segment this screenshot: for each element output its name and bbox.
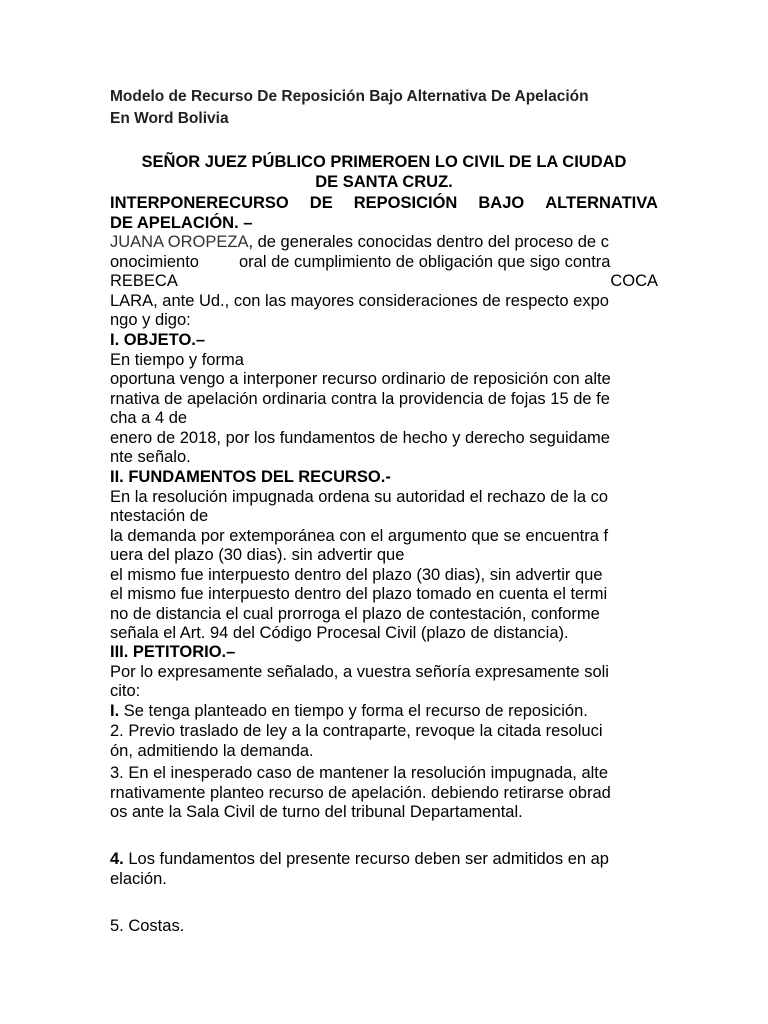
intro-line-3-a: REBECA bbox=[110, 272, 178, 290]
document-title-line-1: Modelo de Recurso De Reposición Bajo Alternativa De Apelación bbox=[110, 88, 589, 105]
intro-line-4: LARA, ante Ud., con las mayores consideraciones de respecto expo bbox=[110, 291, 609, 310]
petitorio-item-5 bbox=[110, 917, 658, 937]
intro-line-1-rest: , de generales conocidas dentro del proceso de c bbox=[248, 233, 609, 251]
petitorio-item-3-line: 3. En el inesperado caso de mantener la resolución impugnada, alte bbox=[110, 764, 609, 782]
petitorio-item-3-line: rnativamente planteo recurso de apelación. debiendo retirarse obrad bbox=[110, 783, 611, 802]
section-fundamentos bbox=[110, 468, 658, 644]
section-fundamentos-line: En la resolución impugnada ordena su autoridad el rechazo de la co bbox=[110, 487, 609, 506]
section-objeto-line: cha a 4 de bbox=[110, 409, 188, 427]
petitorio-item-2-line: 2. Previo traslado de ley a la contraparte, revoque la citada resoluci bbox=[110, 722, 603, 740]
section-petitorio-title: III. PETITORIO.– bbox=[110, 643, 236, 661]
filing-subheading-line-1 bbox=[110, 194, 658, 214]
petitorio-item-2-line: ón, admitiendo la demanda. bbox=[110, 741, 314, 760]
petitorio-item-1-number: I. bbox=[110, 701, 120, 720]
petitorio-item-3 bbox=[110, 764, 658, 823]
petitorio-item-1 bbox=[110, 702, 658, 722]
petitorio-item-4-text: Los fundamentos del presente recurso deben ser admitidos en ap bbox=[123, 850, 609, 868]
section-objeto bbox=[110, 331, 658, 468]
section-fundamentos-line: no de distancia el cual prorroga el plazo de contestación, conforme bbox=[110, 604, 600, 623]
petitorio-item-4-number: 4. bbox=[110, 850, 124, 868]
petitorio-item-3-line: os ante la Sala Civil de turno del tribunal Departamental. bbox=[110, 803, 523, 821]
court-heading-line-1: SEÑOR JUEZ PÚBLICO PRIMEROEN LO CIVIL DE LA CIUDAD bbox=[141, 153, 627, 171]
subheading-word: REPOSICIÓN bbox=[353, 194, 458, 212]
section-objeto-line: enero de 2018, por los fundamentos de hecho y derecho seguidame bbox=[110, 428, 610, 447]
court-heading-line-2: DE SANTA CRUZ. bbox=[315, 172, 453, 191]
intro-line-1 bbox=[110, 233, 658, 253]
petitorio-item-4-line-1 bbox=[110, 850, 658, 870]
petitorio-item-5-line: 5. Costas. bbox=[110, 917, 185, 935]
plaintiff-name: JUANA OROPEZA bbox=[110, 233, 249, 251]
petitorio-intro-line: Por lo expresamente señalado, a vuestra señoría expresamente soli bbox=[110, 662, 609, 681]
subheading-word: ALTERNATIVA bbox=[545, 194, 658, 212]
intro-line-3-b: COCA bbox=[610, 272, 658, 290]
section-fundamentos-title: II. FUNDAMENTOS DEL RECURSO.- bbox=[110, 468, 391, 486]
section-objeto-line: nte señalo. bbox=[110, 448, 191, 466]
intro-line-3 bbox=[110, 272, 658, 292]
section-fundamentos-line: uera del plazo (30 dias). sin advertir que bbox=[110, 546, 405, 564]
section-objeto-line: En tiempo y forma bbox=[110, 350, 244, 369]
petitorio-item-1-text: Se tenga planteado en tiempo y forma el recurso de reposición. bbox=[119, 701, 588, 720]
section-fundamentos-line: el mismo fue interpuesto dentro del plazo (30 dias), sin advertir que bbox=[110, 565, 603, 584]
section-fundamentos-line: ntestación de bbox=[110, 507, 209, 525]
subheading-word: DE bbox=[309, 194, 333, 212]
section-fundamentos-line: el mismo fue interpuesto dentro del plazo tomado en cuenta el termi bbox=[110, 585, 608, 603]
subheading-word: INTERPONERECURSO bbox=[110, 194, 289, 212]
petitorio-item-4 bbox=[110, 850, 658, 889]
intro-line-2 bbox=[110, 253, 658, 273]
section-fundamentos-line: la demanda por extemporánea con el argumento que se encuentra f bbox=[110, 526, 609, 545]
filing-subheading bbox=[110, 194, 658, 233]
document-title-line-2: En Word Bolivia bbox=[110, 110, 229, 127]
document-title bbox=[110, 86, 670, 130]
section-objeto-line: oportuna vengo a interponer recurso ordinario de reposición con alte bbox=[110, 370, 611, 388]
section-objeto-title: I. OBJETO.– bbox=[110, 331, 206, 349]
petitorio-item-4-line-2: elación. bbox=[110, 869, 167, 888]
petitorio-item-2 bbox=[110, 722, 658, 761]
court-heading bbox=[110, 153, 658, 192]
section-objeto-line: rnativa de apelación ordinaria contra la providencia de fojas 15 de fe bbox=[110, 389, 610, 408]
intro-paragraph bbox=[110, 233, 658, 331]
intro-line-5: ngo y digo: bbox=[110, 311, 191, 329]
section-petitorio bbox=[110, 643, 658, 721]
filing-subheading-line-2: DE APELACIÓN. – bbox=[110, 213, 253, 232]
intro-line-2-b: oral de cumplimiento de obligación que sigo contra bbox=[238, 252, 611, 271]
petitorio-intro-line: cito: bbox=[110, 682, 141, 700]
intro-line-2-a: onocimiento bbox=[110, 252, 199, 271]
section-fundamentos-line: señala el Art. 94 del Código Procesal Civil (plazo de distancia). bbox=[110, 624, 569, 642]
subheading-word: BAJO bbox=[478, 194, 525, 212]
